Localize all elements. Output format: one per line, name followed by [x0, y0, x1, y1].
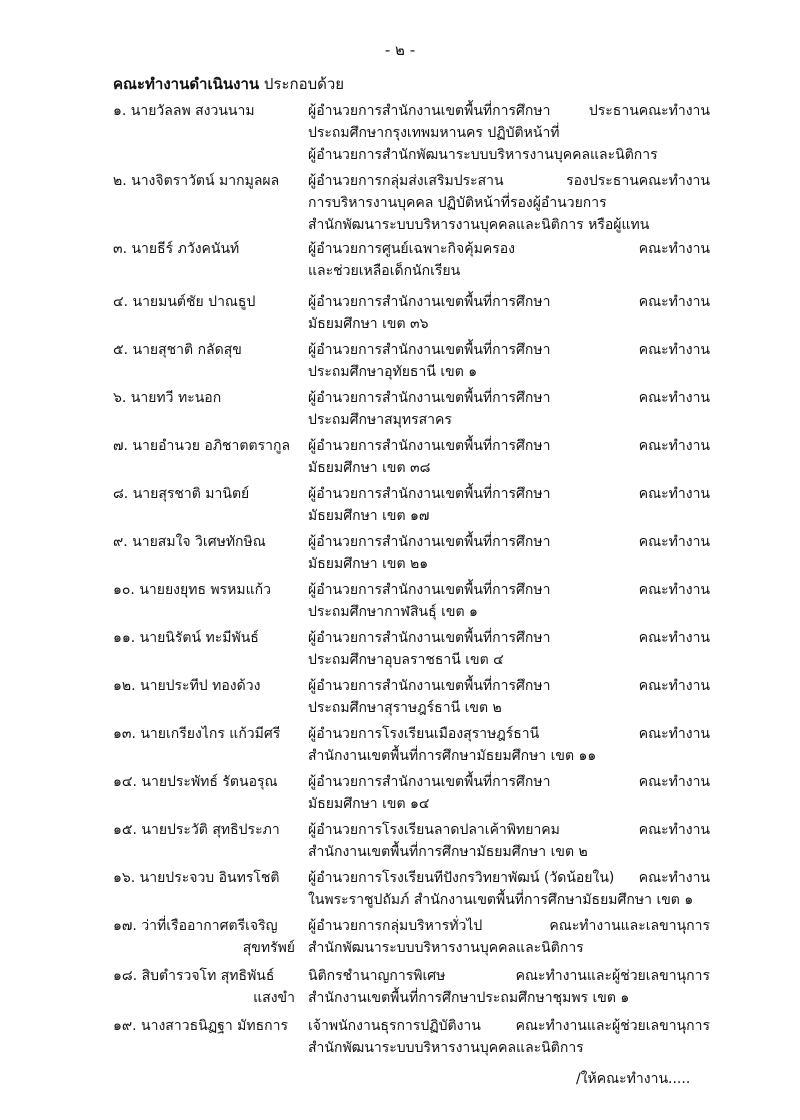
member-position-line: ผู้อำนวยการสำนักงานเขตพื้นที่การศึกษา — [308, 534, 551, 550]
member-position-line: สำนักงานเขตพื้นที่การศึกษามัธยมศึกษา เขต ๑๑ — [308, 748, 597, 764]
member-position — [308, 771, 608, 815]
member-role: คณะทำงาน — [638, 486, 710, 502]
member-name — [113, 819, 303, 841]
member-position-line: มัธยมศึกษา เขต ๑๗ — [308, 508, 430, 524]
member-name-line: ๕. นายสุชาติ กลัดสุข — [113, 342, 242, 358]
member-row — [0, 238, 800, 291]
member-row — [0, 819, 800, 867]
member-role: คณะทำงาน — [638, 582, 710, 598]
member-name-line: ๑๕. นายประวัติ สุทธิประภา — [113, 822, 280, 838]
member-position-line: ผู้อำนวยการกลุ่มบริหารทั่วไป — [308, 918, 483, 934]
member-position-line: มัธยมศึกษา เขต ๒๑ — [308, 556, 429, 572]
member-row — [0, 100, 800, 170]
member-position-line: ผู้อำนวยการสำนักงานเขตพื้นที่การศึกษา — [308, 103, 551, 119]
member-position-line: ผู้อำนวยการสำนักงานเขตพื้นที่การศึกษา — [308, 678, 551, 694]
member-role: คณะทำงานและเลขานุการ — [549, 918, 710, 934]
member-name — [113, 915, 303, 959]
member-position — [308, 238, 608, 282]
member-name-line: ๔. นายมนต์ชัย ปาณธูป — [113, 294, 256, 310]
member-name — [113, 1015, 303, 1037]
member-role: คณะทำงาน — [638, 774, 710, 790]
section-heading — [113, 72, 344, 96]
member-row — [0, 291, 800, 339]
member-position — [308, 819, 608, 863]
member-name — [113, 531, 303, 553]
member-row — [0, 723, 800, 771]
member-name-line: ๑. นายวัลลพ สงวนนาม — [113, 103, 255, 119]
member-position-line: ผู้อำนวยการสำนักงานเขตพื้นที่การศึกษา — [308, 774, 551, 790]
member-row — [0, 627, 800, 675]
member-position-line: ผู้อำนวยการโรงเรียนทีปังกรวิทยาพัฒน์ (วัดน้อยใน) — [308, 870, 615, 886]
member-row — [0, 531, 800, 579]
member-name — [113, 238, 303, 260]
heading-rest: ประกอบด้วย — [259, 75, 345, 93]
member-name — [113, 170, 303, 192]
member-name — [113, 387, 303, 409]
member-position-line: สำนักพัฒนาระบบบริหารงานบุคคลและนิติการ — [308, 1040, 584, 1056]
member-position-line: มัธยมศึกษา เขต ๑๔ — [308, 796, 430, 812]
member-position-line: ผู้อำนวยการสำนักงานเขตพื้นที่การศึกษา — [308, 582, 551, 598]
member-position-line: มัธยมศึกษา เขต ๓๖ — [308, 316, 429, 332]
member-row — [0, 435, 800, 483]
member-list — [0, 100, 800, 1063]
member-name — [113, 627, 303, 649]
member-role: คณะทำงาน — [638, 342, 710, 358]
member-position-line: ผู้อำนวยการสำนักงานเขตพื้นที่การศึกษา — [308, 438, 551, 454]
continuation-note: /ให้คณะทำงาน..... — [576, 1071, 691, 1087]
member-name — [113, 291, 303, 313]
member-role: คณะทำงานและผู้ช่วยเลขานุการ — [515, 1018, 710, 1034]
member-name-line: ๗. นายอำนวย อภิชาตตรากูล — [113, 438, 291, 454]
page-number: - ๒ - — [384, 41, 416, 59]
member-row — [0, 965, 800, 1015]
member-position-line: ผู้อำนวยการสำนักงานเขตพื้นที่การศึกษา — [308, 390, 551, 406]
member-row — [0, 387, 800, 435]
member-name-line: ๖. นายทวี ทะนอก — [113, 390, 222, 406]
member-name — [113, 435, 303, 457]
member-position — [308, 723, 608, 767]
member-position — [308, 435, 608, 479]
member-position-line: สำนักพัฒนาระบบบริหารงานบุคคลและนิติการ — [308, 940, 584, 956]
heading-bold: คณะทำงานดำเนินงาน — [113, 75, 260, 93]
member-position-line: ผู้อำนวยการโรงเรียนเมืองสุราษฎร์ธานี — [308, 726, 540, 742]
member-name-line: ๑๙. นางสาวธนิฏฐา มัทธการ — [113, 1018, 288, 1034]
member-name-line: ๑๐. นายยงยุทธ พรหมแก้ว — [113, 582, 271, 598]
member-name-line: ๙. นายสมใจ วิเศษทักษิณ — [113, 534, 266, 550]
member-role: คณะทำงาน — [638, 241, 710, 257]
member-position-line: มัธยมศึกษา เขต ๓๘ — [308, 460, 431, 476]
member-position — [308, 387, 608, 431]
member-name — [113, 771, 303, 793]
member-position-line: ผู้อำนวยการศูนย์เฉพาะกิจคุ้มครอง — [308, 241, 515, 257]
member-name — [113, 100, 303, 122]
member-position — [308, 291, 608, 335]
member-name — [113, 675, 303, 697]
member-position-line: และช่วยเหลือเด็กนักเรียน — [308, 263, 461, 279]
member-role: ประธานคณะทำงาน — [588, 103, 710, 119]
member-name — [113, 483, 303, 505]
member-position-line: ผู้อำนวยการสำนักพัฒนาระบบบริหารงานบุคคลและนิติการ — [308, 147, 658, 163]
member-name-line: ๑๘. สิบตำรวจโท สุทธิพันธ์ — [113, 968, 275, 984]
member-role: คณะทำงาน — [638, 630, 710, 646]
member-position — [308, 579, 608, 623]
member-position-line: สำนักงานเขตพื้นที่การศึกษามัธยมศึกษา เขต ๒ — [308, 844, 588, 860]
member-position-line: ผู้อำนวยการโรงเรียนลาดปลาเค้าพิทยาคม — [308, 822, 560, 838]
member-position — [308, 531, 608, 575]
member-name-line: ๑๑. นายนิรัตน์ ทะมีพันธ์ — [113, 630, 259, 646]
member-position — [308, 483, 608, 527]
member-row — [0, 339, 800, 387]
member-position-line: ประถมศึกษาอุบลราชธานี เขต ๔ — [308, 652, 504, 668]
member-row — [0, 915, 800, 965]
member-role: คณะทำงาน — [638, 822, 710, 838]
member-name — [113, 339, 303, 361]
member-name — [113, 867, 303, 889]
member-row — [0, 675, 800, 723]
member-position-line: ประถมศึกษาอุทัยธานี เขต ๑ — [308, 364, 478, 380]
member-position-line: ผู้อำนวยการสำนักงานเขตพื้นที่การศึกษา — [308, 630, 551, 646]
member-role: คณะทำงาน — [638, 534, 710, 550]
member-name — [113, 579, 303, 601]
member-position-line: การบริหารงานบุคคล ปฏิบัติหน้าที่รองผู้อำนวยการ — [308, 195, 607, 211]
member-name-line: ๑๒. นายประทีป ทองด้วง — [113, 678, 261, 694]
member-name-line: ๑๔. นายประพัทธ์ รัตนอรุณ — [113, 774, 278, 790]
member-row — [0, 483, 800, 531]
member-position-line: ในพระราชูปถัมภ์ สำนักงานเขตพื้นที่การศึกษามัธยมศึกษา เขต ๑ — [308, 892, 694, 908]
member-name-line: ๒. นางจิตราวัตน์ มากมูลผล — [113, 173, 280, 189]
member-name-line: ๓. นายธีร์ ภวังคนันท์ — [113, 241, 240, 257]
member-name-line: ๑๓. นายเกรียงไกร แก้วมีศรี — [113, 726, 281, 742]
member-row — [0, 579, 800, 627]
member-position-line: ประถมศึกษาสุราษฎร์ธานี เขต ๒ — [308, 700, 502, 716]
member-position-line: ผู้อำนวยการสำนักงานเขตพื้นที่การศึกษา — [308, 486, 551, 502]
member-name-line: ๘. นายสุรชาติ มานิตย์ — [113, 486, 250, 502]
member-role: รองประธานคณะทำงาน — [566, 173, 710, 189]
member-role: คณะทำงาน — [638, 390, 710, 406]
member-position — [308, 675, 608, 719]
member-role: คณะทำงาน — [638, 726, 710, 742]
member-position — [308, 339, 608, 383]
member-position-line: ผู้อำนวยการกลุ่มส่งเสริมประสาน — [308, 173, 504, 189]
member-position-line: ผู้อำนวยการสำนักงานเขตพื้นที่การศึกษา — [308, 342, 551, 358]
member-row — [0, 170, 800, 238]
member-row — [0, 867, 800, 915]
member-role: คณะทำงาน — [638, 294, 710, 310]
member-position — [308, 627, 608, 671]
member-name — [113, 965, 303, 1009]
member-position-line: ประถมศึกษากาฬสินธุ์ เขต ๑ — [308, 604, 478, 620]
member-name-line: ๑๗. ว่าที่เรืออากาศตรีเจริญ — [113, 918, 278, 934]
member-position-line: ผู้อำนวยการสำนักงานเขตพื้นที่การศึกษา — [308, 294, 551, 310]
member-role: คณะทำงานและผู้ช่วยเลขานุการ — [515, 968, 710, 984]
member-position-line: ประถมศึกษากรุงเทพมหานคร ปฏิบัติหน้าที่ — [308, 125, 560, 141]
member-role: คณะทำงาน — [638, 438, 710, 454]
member-name-line: สุขทรัพย์ — [242, 940, 295, 956]
member-position-line: สำนักงานเขตพื้นที่การศึกษาประถมศึกษาชุมพร เขต ๑ — [308, 990, 630, 1006]
member-position-line: ประถมศึกษาสมุทรสาคร — [308, 412, 452, 428]
member-name-line: ๑๖. นายประจวบ อินทรโชติ — [113, 870, 280, 886]
member-name-line: แสงขำ — [253, 990, 295, 1006]
member-name — [113, 723, 303, 745]
member-role: คณะทำงาน — [638, 678, 710, 694]
member-row — [0, 1015, 800, 1063]
member-position-line: สำนักพัฒนาระบบบริหารงานบุคคลและนิติการ หรือผู้แทน — [308, 217, 650, 233]
member-position-line: เจ้าพนักงานธุรการปฏิบัติงาน — [308, 1018, 481, 1034]
member-role: คณะทำงาน — [638, 870, 710, 886]
member-row — [0, 771, 800, 819]
member-position-line: นิติกรชำนาญการพิเศษ — [308, 968, 446, 984]
